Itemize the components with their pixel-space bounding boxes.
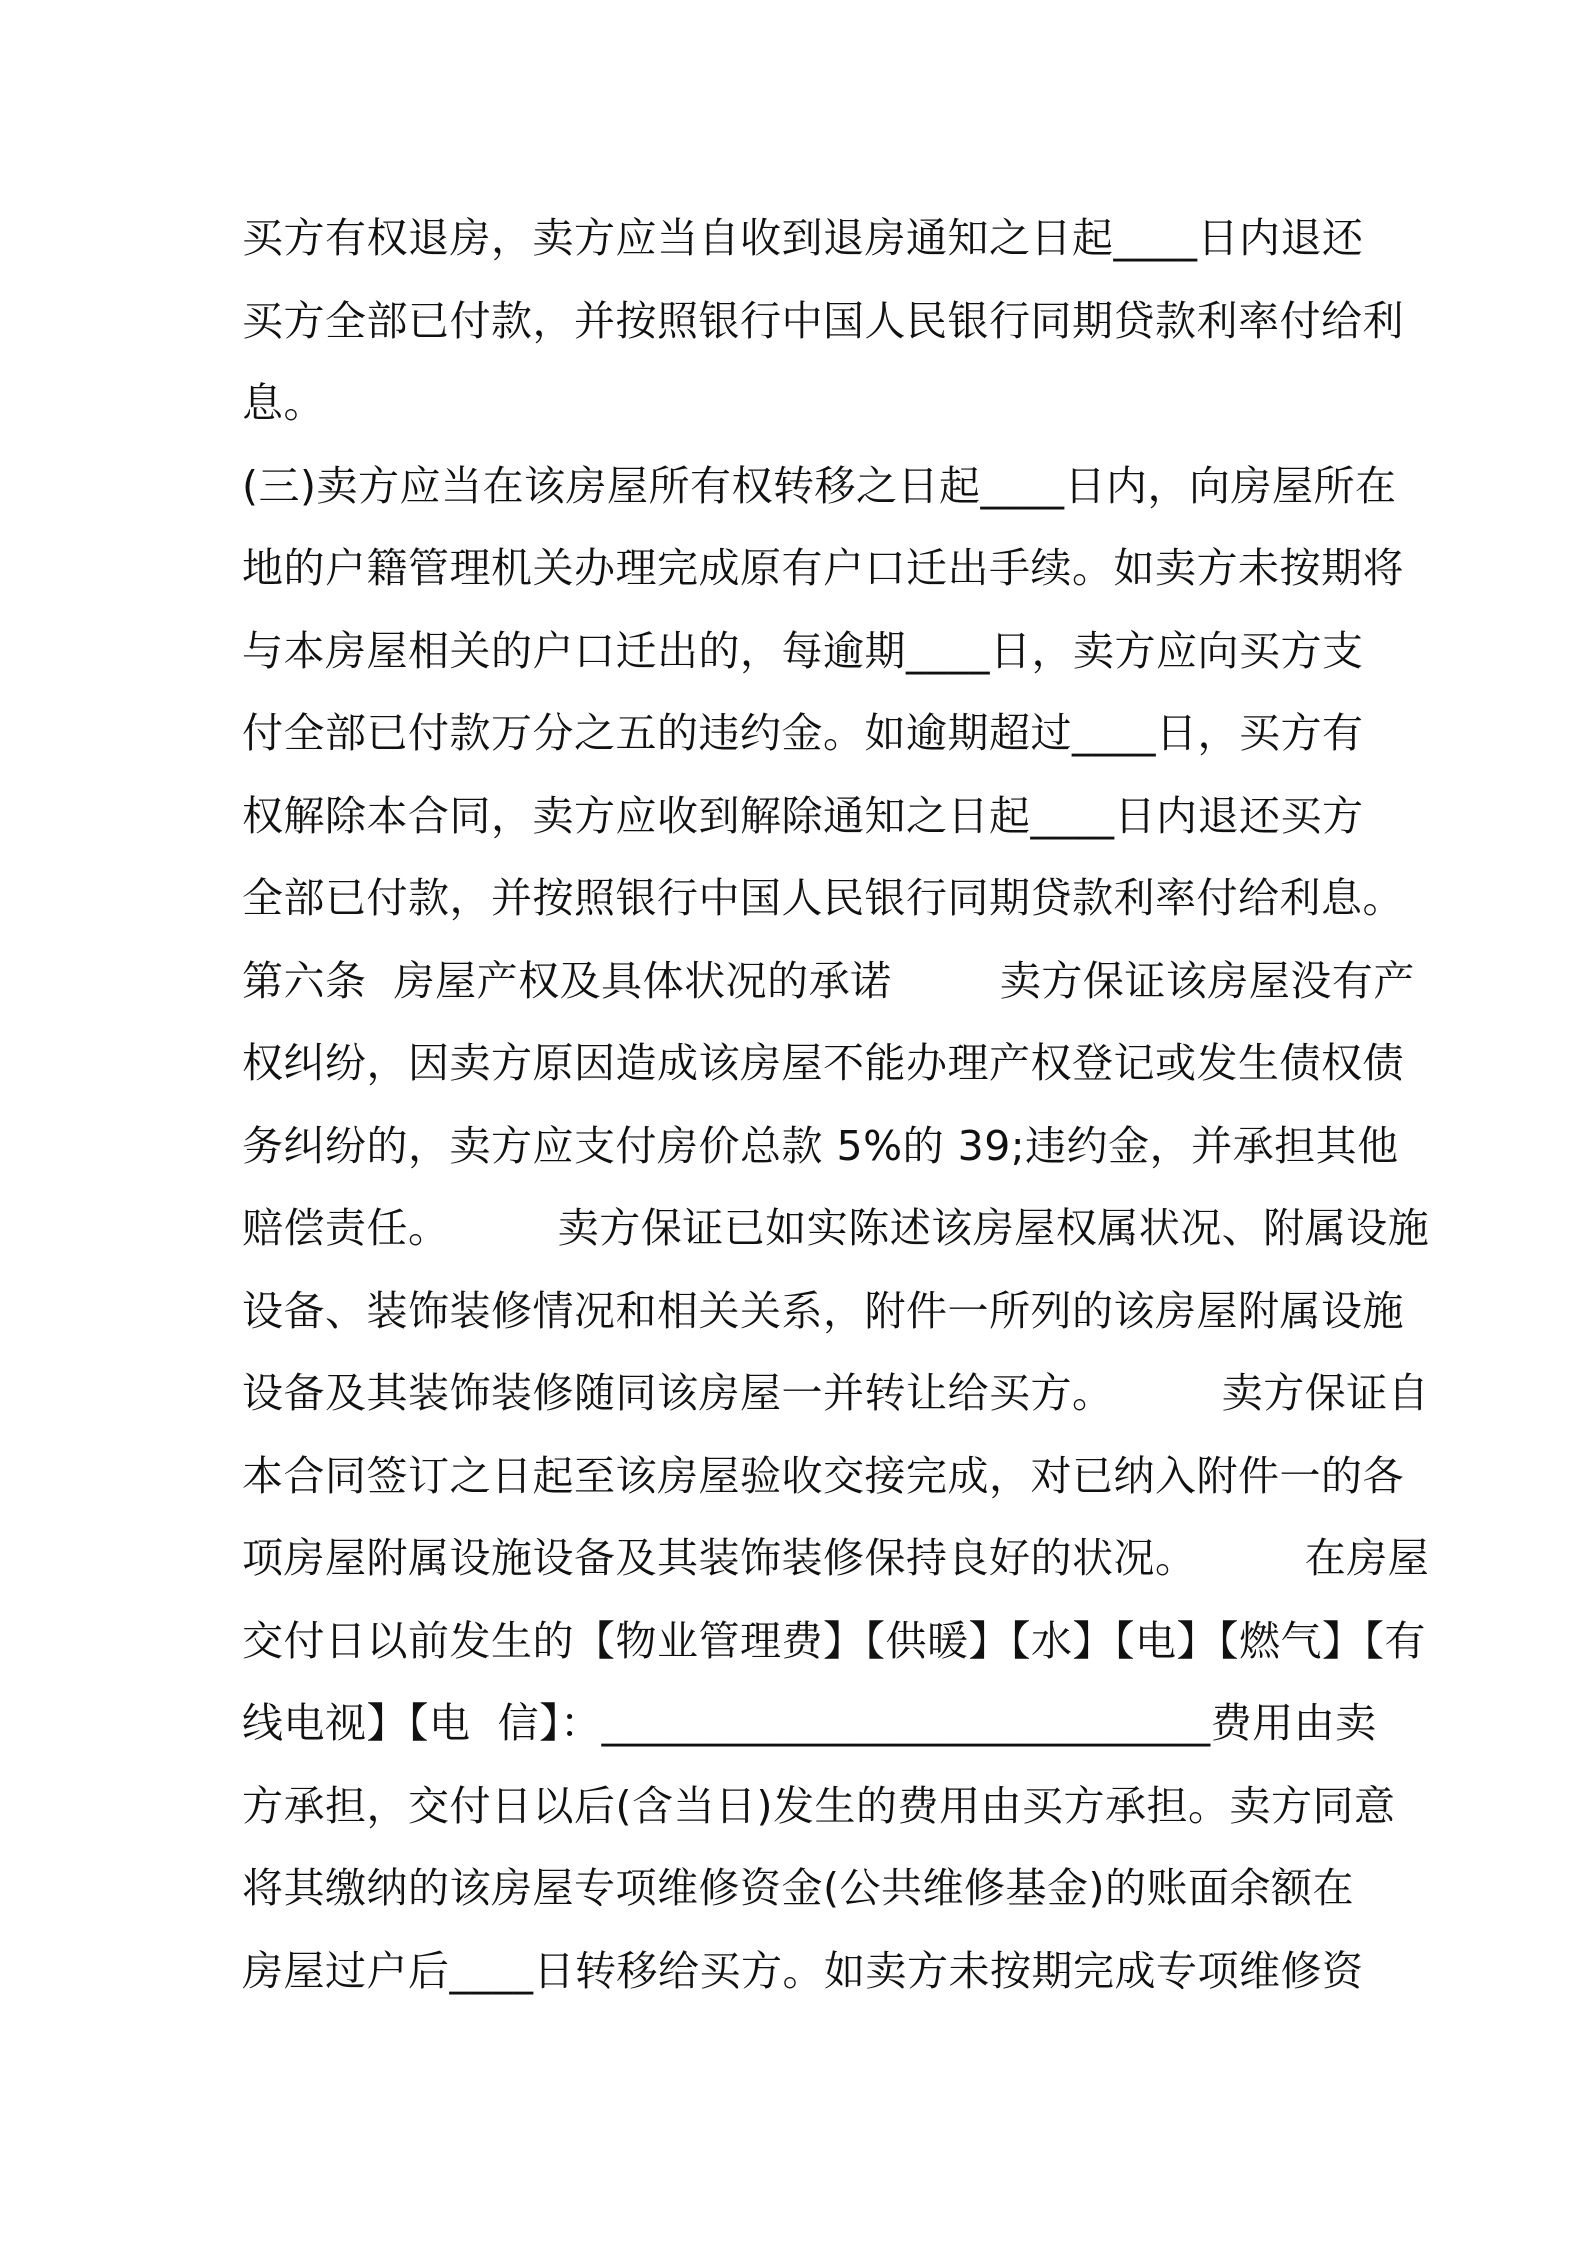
text-line: 将其缴纳的该房屋专项维修资金(公共维修基金)的账面余额在 <box>242 1864 1354 1912</box>
text-line: 买方全部已付款，并按照银行中国人民银行同期贷款利率付给利 <box>242 296 1404 345</box>
contract-text-body <box>242 197 1430 2012</box>
text-line: 全部已付款，并按照银行中国人民银行同期贷款利率付给利息。 <box>242 874 1404 922</box>
text-line: 方承担，交付日以后(含当日)发生的费用由买方承担。卖方同意 <box>242 1781 1396 1830</box>
text-line: 息。 <box>242 379 325 427</box>
text-line: 本合同签订之日起至该房屋验收交接完成，对已纳入附件一的各 <box>242 1451 1404 1500</box>
section-heading-line: 第六条 房屋产权及具体状况的承诺 卖方保证该房屋没有产 <box>242 956 1415 1005</box>
text-line: 与本房屋相关的户口迁出的，每逾期____日，卖方应向买方支 <box>242 626 1364 675</box>
text-line: 设备、装饰装修情况和相关关系，附件一所列的该房屋附属设施 <box>242 1286 1404 1335</box>
text-line: 付全部已付款万分之五的违约金。如逾期超过____日，买方有 <box>242 709 1364 757</box>
text-line: 权纠纷，因卖方原因造成该房屋不能办理产权登记或发生债权债 <box>242 1039 1404 1087</box>
text-line: 交付日以前发生的【物业管理费】【供暖】【水】【电】【燃气】【有 <box>242 1616 1426 1665</box>
text-line: 项房屋附属设施设备及其装饰装修保持良好的状况。 在房屋 <box>242 1534 1430 1582</box>
text-line: 买方有权退房，卖方应当自收到退房通知之日起____日内退还 <box>242 214 1364 262</box>
text-line: 赔偿责任。 卖方保证已如实陈述该房屋权属状况、附属设施 <box>242 1204 1430 1252</box>
text-line: 设备及其装饰装修随同该房屋一并转让给买方。 卖方保证自 <box>242 1369 1430 1417</box>
text-line: 地的户籍管理机关办理完成原有户口迁出手续。如卖方未按期将 <box>242 544 1404 592</box>
text-line: 房屋过户后____日转移给买方。如卖方未按期完成专项维修资 <box>242 1946 1364 1995</box>
text-line: (三)卖方应当在该房屋所有权转移之日起____日内，向房屋所在 <box>242 461 1397 510</box>
text-line: 线电视】【电 信】：_____________________________费用由卖 <box>242 1699 1377 1747</box>
text-line: 务纠纷的，卖方应支付房价总款 5%的 39;违约金，并承担其他 <box>242 1121 1399 1170</box>
text-line: 权解除本合同，卖方应收到解除通知之日起____日内退还买方 <box>242 791 1364 840</box>
